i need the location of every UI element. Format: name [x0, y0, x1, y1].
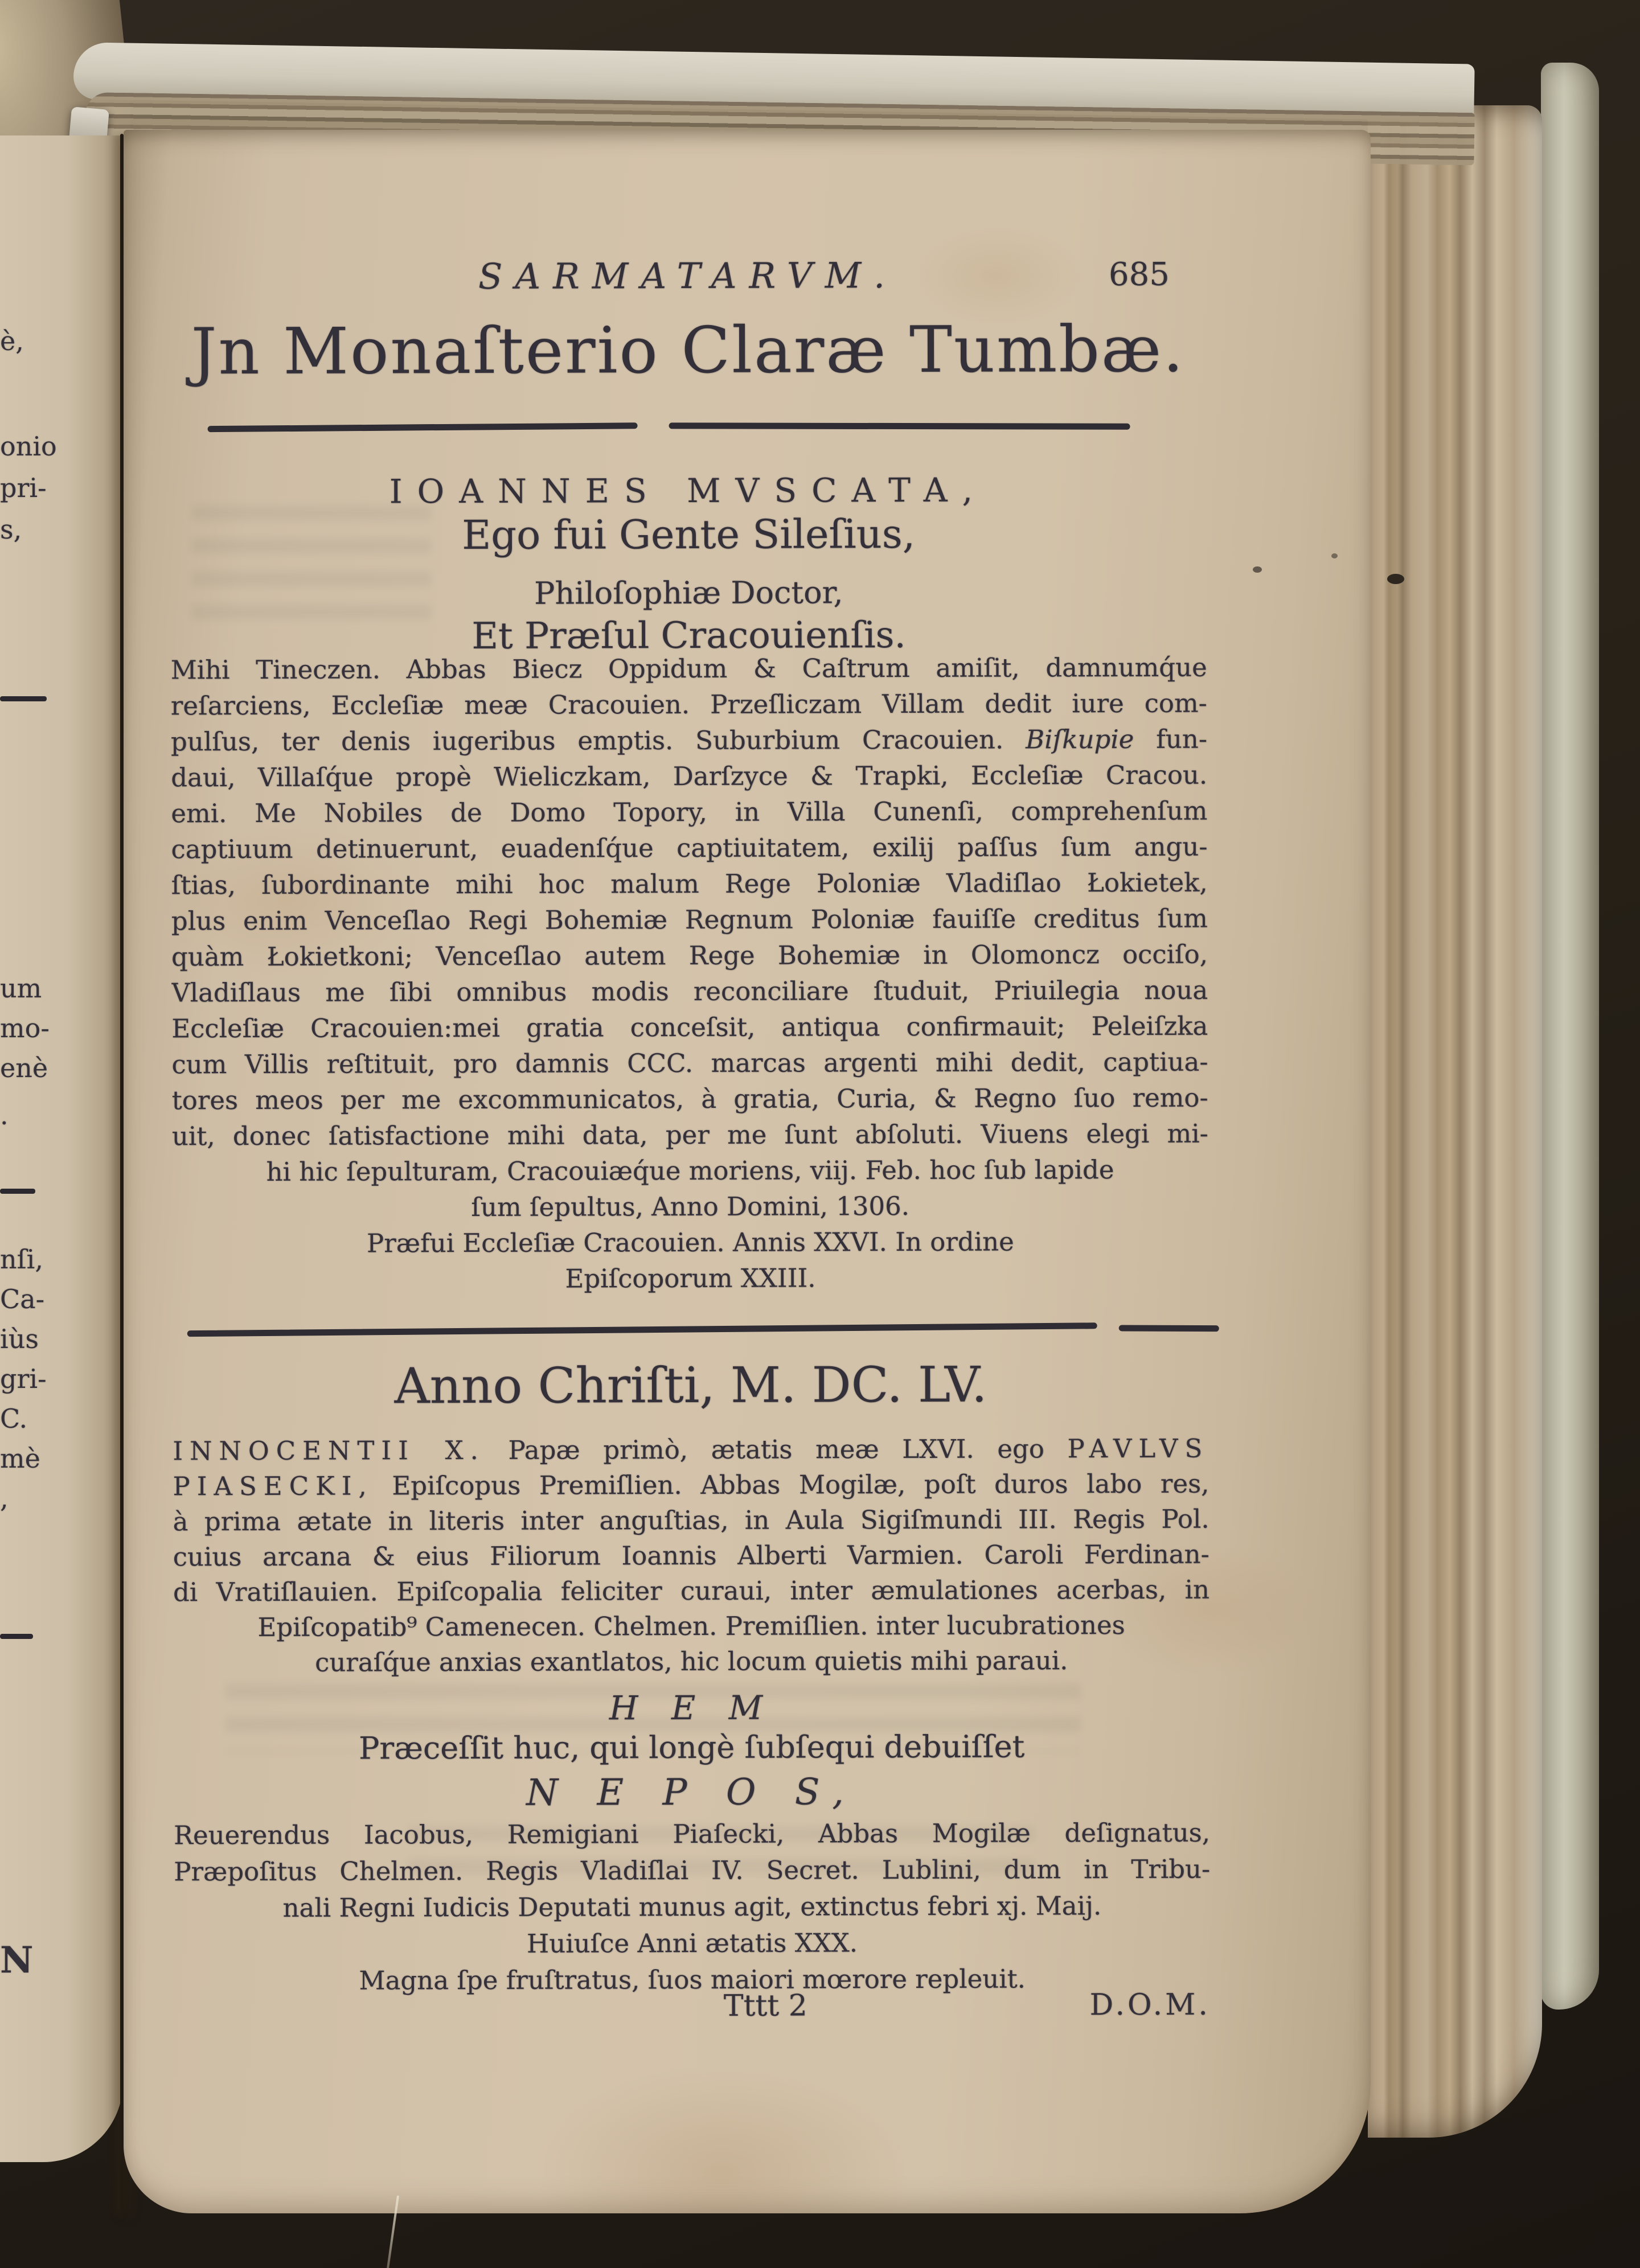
text-line: captiuum detinuerunt, euadenſq́ue captiuitatem, exilij paſſus ſum angu- — [171, 831, 1208, 865]
epitaph-body-muscata — [171, 650, 1209, 1298]
text-line: emi. Me Nobiles de Domo Topory, in Villa Cunenſi, comprehenſum — [171, 795, 1208, 829]
nepos-heading: N E P O S, — [526, 1771, 858, 1814]
ink-spot — [1331, 553, 1338, 558]
page-title: Jn Monaſterio Claræ Tumbæ. — [191, 312, 1185, 389]
printed-text-column — [170, 243, 1211, 2101]
section-rule — [170, 422, 1207, 432]
text-line: Reuerendus Iacobus, Remigiani Piaſecki, Abbas Mogilæ deſignatus, — [173, 1817, 1211, 1851]
epitaph-subtitle: Ego fui Gente Sileſius, — [462, 510, 916, 559]
facing-page-text-fragment: , — [0, 1483, 9, 1514]
anno-christi-heading: Anno Chriſti, M. DC. LV. — [394, 1356, 987, 1415]
text-segment-spaced-caps: PAVLVS — [1067, 1433, 1210, 1464]
text-line: di Vratiſlauien. Epiſcopalia feliciter curaui, inter æmulationes acerbas, in — [173, 1574, 1210, 1608]
text-line: Mihi Tineczen. Abbas Biecz Oppidum & Caſtrum amiſit, damnumq́ue — [170, 652, 1207, 685]
rule-segment — [208, 422, 638, 432]
facing-page-text-fragment: mè — [0, 1443, 40, 1474]
text-line: reſarciens, Eccleſiæ meæ Cracouien. Przeſliczam Villam dedit iure com- — [170, 688, 1207, 721]
text-line: Vladiſlaus me ſibi omnibus modis reconciliare ſtuduit, Priuilegia noua — [171, 975, 1208, 1008]
facing-page-rule-fragment — [0, 696, 47, 701]
text-segment: fun- — [1134, 724, 1208, 754]
text-line: curaſq́ue anxias exantlatos, hic locum quietis mihi paraui. — [315, 1645, 1068, 1678]
text-line: hi hic ſepulturam, Cracouiæq́ue moriens, viij. Feb. hoc ſub lapide — [266, 1154, 1114, 1187]
vellum-cover-fore-edge — [1541, 63, 1599, 2010]
text-line — [173, 1466, 1209, 1505]
text-line: tores meos per me excommunicatos, à gratia, Curia, & Regno ſuo remo- — [171, 1082, 1208, 1116]
page-stack-fore-edge — [1368, 105, 1542, 2138]
text-line — [171, 721, 1207, 760]
epitaph-name-heading: IOANNES MVSCATA, — [389, 470, 988, 511]
facing-page-text-fragment: mo- — [0, 1013, 50, 1043]
facing-page-text-fragment: pri- — [0, 472, 47, 503]
text-line: Præpoſitus Chelmen. Regis Vladiſlai IV. Secret. Lublini, dum in Tribu- — [174, 1854, 1211, 1887]
facing-page-text-fragment: s, — [0, 514, 22, 545]
ink-spot — [1253, 566, 1262, 573]
text-line: ſtias, ſubordinante mihi hoc malum Rege Poloniæ Vladiſlao Łokietek, — [171, 867, 1208, 901]
book-page — [124, 130, 1371, 2213]
page-header-row — [170, 254, 1206, 308]
signature-mark: Tttt 2 — [723, 1988, 807, 2023]
text-segment-italic: Biſkupie — [1026, 724, 1134, 755]
epitaph-body-nepos — [174, 1815, 1211, 2000]
facing-page-rule-fragment — [0, 1189, 35, 1194]
facing-page-text-fragment: onio — [0, 431, 57, 462]
facing-page-text-fragment: nſi, — [0, 1244, 43, 1275]
epitaph-subtitle: Et Præſul Cracouienſis. — [472, 614, 906, 658]
facing-page-text-fragment: iùs — [0, 1324, 39, 1354]
text-segment: Papæ primò, ætatis meæ LXVI. ego — [485, 1433, 1068, 1465]
text-line: Magna ſpe fruſtratus, ſuos maiori mœrore repleuit. — [359, 1963, 1026, 1996]
text-line: cum Villis reſtituit, pro damnis CCC. marcas argenti mihi dedit, captiua- — [171, 1046, 1208, 1080]
hem-heading: H E M — [609, 1688, 774, 1728]
text-segment: Epiſcopus Premiſlien. Abbas Mogilæ, poſt duros labo res, — [373, 1468, 1210, 1501]
facing-page-text-fragment: . — [0, 1100, 9, 1131]
rule-segment — [669, 422, 1130, 429]
page-footer-row — [174, 1988, 1211, 2031]
rule-segment — [187, 1322, 1097, 1337]
facing-page-rule-fragment — [0, 1634, 33, 1639]
wormhole-spot — [1387, 574, 1404, 584]
text-line: cuius arcana & eius Filiorum Ioannis Alberti Varmien. Caroli Ferdinan- — [173, 1539, 1210, 1572]
facing-page-text-fragment: um — [0, 973, 42, 1004]
text-line: uit, donec ſatisfactione mihi data, per me ſunt abſoluti. Viuens elegi mi- — [171, 1118, 1208, 1152]
epitaph-body-piasecki — [173, 1431, 1210, 1681]
text-segment: pulſus, ter denis iugeribus emptis. Suburbium Cracouien. — [170, 724, 1026, 757]
text-line: Huiuſce Anni ætatis XXX. — [526, 1928, 858, 1959]
facing-page-text-fragment: N — [0, 1939, 34, 1982]
text-segment-spaced-caps: INNOCENTII X. — [173, 1435, 485, 1466]
text-line: Epiſcopatib⁹ Camenecen. Chelmen. Premiſlien. inter lucubrationes — [257, 1610, 1125, 1642]
text-line: ſum ſepultus, Anno Domini, 1306. — [471, 1190, 910, 1223]
facing-page-text-fragment: C. — [0, 1403, 28, 1434]
text-line: Præfui Eccleſiæ Cracouien. Annis XXVI. In ordine — [366, 1226, 1014, 1259]
page-number: 685 — [1108, 256, 1170, 294]
text-line: Epiſcoporum XXIII. — [565, 1263, 816, 1294]
epitaph-subtitle: Philoſophiæ Doctor, — [534, 574, 843, 611]
text-line: daui, Villaſq́ue propè Wieliczkam, Darſzyce & Trapki, Eccleſiæ Cracou. — [171, 759, 1208, 793]
rule-segment — [1119, 1325, 1219, 1332]
facing-page-edge — [0, 135, 123, 2162]
text-line: nali Regni Iudicis Deputati munus agit, extinctus febri xj. Maij. — [282, 1891, 1102, 1923]
praecessit-line: Præceſſit huc, qui longè ſubſequi debuiſſet — [358, 1728, 1025, 1766]
text-line — [173, 1431, 1209, 1469]
facing-page-text-fragment: enè — [0, 1053, 48, 1083]
text-line: Eccleſiæ Cracouien:mei gratia conceſsit, antiqua confirmauit; Peleiſzka — [171, 1010, 1208, 1044]
section-rule — [173, 1325, 1209, 1335]
running-header: SARMATARVM. — [478, 254, 897, 297]
facing-page-text-fragment: gri- — [0, 1363, 47, 1394]
dom-motto: D.O.M. — [1089, 1987, 1211, 2023]
facing-page-text-fragment: è, — [0, 326, 24, 356]
text-line: plus enim Venceſlao Regi Bohemiæ Regnum Poloniæ fauiſſe creditus ſum — [171, 903, 1208, 936]
text-segment-spaced-caps: PIASECKI, — [173, 1470, 374, 1502]
facing-page-text-fragment: Ca- — [0, 1284, 45, 1314]
text-line: quàm Łokietkoni; Venceſlao autem Rege Bohemiæ in Olomoncz occiſo, — [171, 939, 1208, 972]
text-line: à prima ætate in literis inter anguſtias, in Aula Sigiſmundi III. Regis Pol. — [173, 1503, 1210, 1537]
